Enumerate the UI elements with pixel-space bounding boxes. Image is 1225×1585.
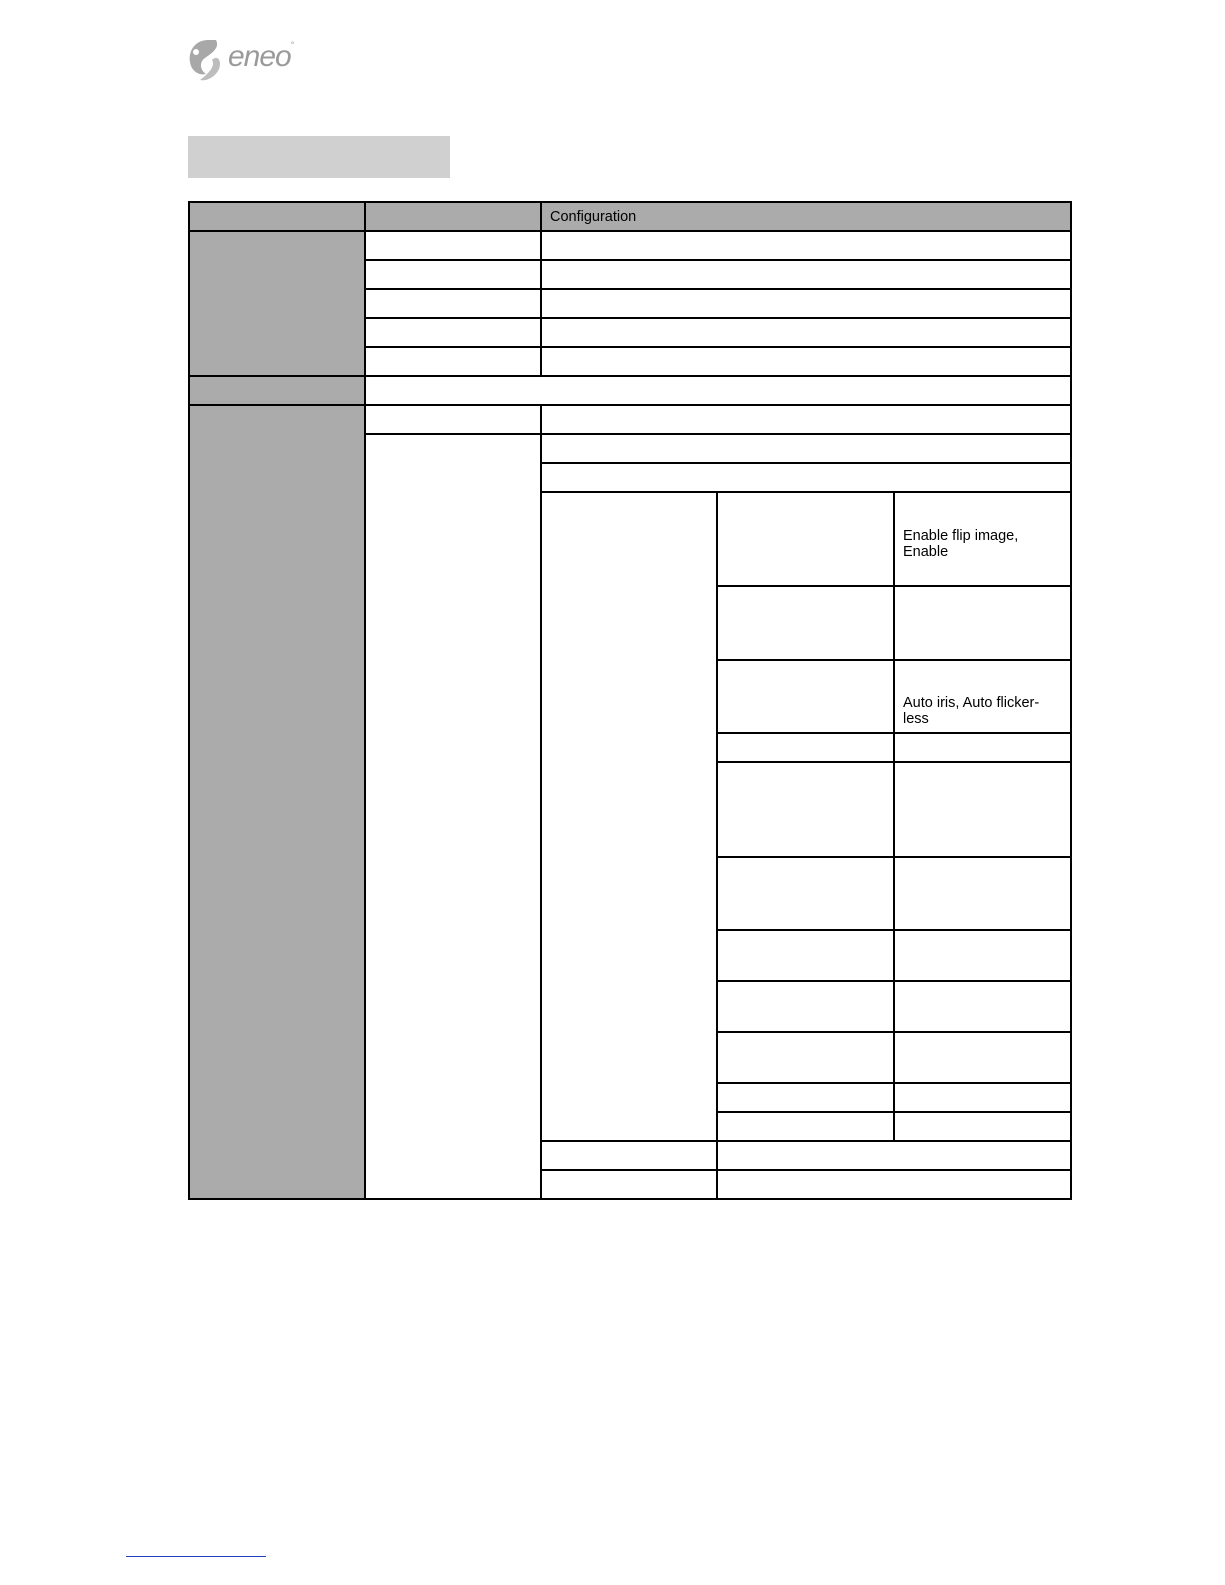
- option-label-cell: [717, 733, 894, 762]
- option-label-cell: [717, 762, 894, 857]
- label-cell: [365, 347, 541, 376]
- value-cell: [541, 260, 1071, 289]
- subgroup-cell: [365, 434, 541, 1199]
- value-cell: [541, 347, 1071, 376]
- header-cell-configuration: Configuration: [541, 202, 1071, 231]
- option-label-cell: [717, 857, 894, 930]
- option-value-cell: [894, 1083, 1071, 1112]
- option-value-cell: [894, 857, 1071, 930]
- value-cell: [541, 463, 1071, 492]
- image-settings-cell: [541, 492, 717, 1141]
- value-cell: [541, 289, 1071, 318]
- option-label-cell: [717, 1112, 894, 1141]
- option-value-cell: [894, 660, 1071, 733]
- option-value-cell: [894, 586, 1071, 660]
- option-value-cell: [894, 1032, 1071, 1083]
- label-cell: [365, 289, 541, 318]
- option-value-cell: [894, 492, 1071, 586]
- iris-note: Auto iris, Auto flicker-less: [903, 695, 1040, 727]
- value-cell: [541, 318, 1071, 347]
- option-label-cell: [717, 492, 894, 586]
- option-label-cell: [717, 586, 894, 660]
- table-row: [189, 405, 1071, 434]
- header-cell-1: [189, 202, 365, 231]
- label-cell: [541, 1170, 717, 1199]
- group-cell-3: [189, 405, 365, 1199]
- table-row: [189, 231, 1071, 260]
- value-cell: [365, 376, 1071, 405]
- flip-note: Enable flip image, Enable: [903, 528, 1019, 560]
- header-cell-2: [365, 202, 541, 231]
- footer-link-underline[interactable]: [126, 1556, 266, 1557]
- value-cell: [541, 405, 1071, 434]
- label-cell: [365, 260, 541, 289]
- section-title-bar: [188, 136, 450, 178]
- option-value-cell: [894, 981, 1071, 1032]
- option-value-cell: [894, 1112, 1071, 1141]
- label-cell: [365, 318, 541, 347]
- value-cell: [717, 1170, 1071, 1199]
- label-cell: [365, 231, 541, 260]
- option-label-cell: [717, 930, 894, 981]
- option-value-cell: [894, 733, 1071, 762]
- table-row: [189, 376, 1071, 405]
- eneo-logo: [186, 36, 316, 86]
- value-cell: [717, 1141, 1071, 1170]
- option-value-cell: [894, 762, 1071, 857]
- group-cell-2: [189, 376, 365, 405]
- group-cell-1: [189, 231, 365, 376]
- label-cell: [541, 1141, 717, 1170]
- logo-mark: °: [290, 40, 294, 50]
- option-value-cell: [894, 930, 1071, 981]
- table-header-row: [189, 202, 1071, 231]
- option-label-cell: [717, 660, 894, 733]
- eneo-wordmark: eneo: [228, 40, 291, 73]
- specification-table: [188, 201, 1072, 1200]
- option-label-cell: [717, 981, 894, 1032]
- option-label-cell: [717, 1083, 894, 1112]
- label-cell: [365, 405, 541, 434]
- value-cell: [541, 231, 1071, 260]
- option-label-cell: [717, 1032, 894, 1083]
- eneo-swirl-icon: [186, 36, 230, 86]
- value-cell: [541, 434, 1071, 463]
